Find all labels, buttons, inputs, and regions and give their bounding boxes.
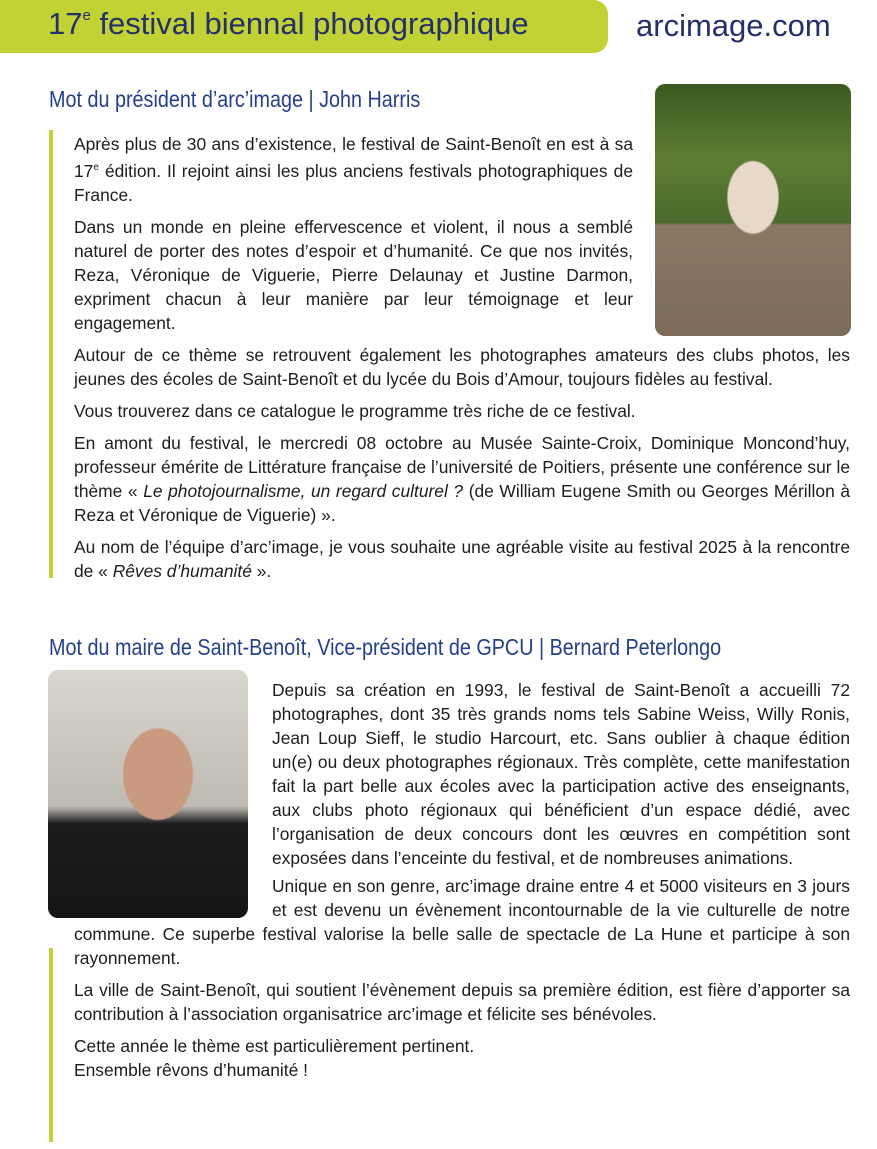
president-photo	[655, 84, 851, 336]
header-title	[48, 6, 529, 42]
section1-body	[74, 132, 850, 591]
text: Au nom de l’équipe d’arc’image, je vous souhaite une agréable visite au festival 2025 à la rencontre de «	[74, 536, 850, 581]
section1-paragraph: Dans un monde en pleine effervescence et violent, il nous a semblé naturel de porter des notes d’espoir et d’humanité. Ce que nos invités, Reza, Véronique de Viguerie, Pierre Delaunay et Justine Darmon, expriment chacun à leur manière par leur témoignage et leur engagement.	[74, 216, 633, 333]
section1-paragraph	[74, 431, 850, 527]
text: Après plus de 30 ans d’existence, le festival de Saint-Benoît en est à sa 17	[74, 134, 633, 181]
section2-paragraph	[74, 1034, 850, 1082]
section2-paragraph: Unique en son genre, arc’image draine entre 4 et 5000 visiteurs en 3 jours et est devenu un évènement incontournable de la vie culturelle de notre commune. Ce superbe festival valorise la belle salle de spectacle de La Hune et participe à son rayonnement.	[74, 876, 850, 968]
text: (de William Eugene Smith ou Georges Mérillon à Reza et Véronique de Viguerie) ».	[74, 480, 851, 525]
section2-body	[74, 678, 850, 1090]
section1-paragraph: Autour de ce thème se retrouvent également les photographes amateurs des clubs photos, les jeunes des écoles de Saint-Benoît et du lycée du Bois d’Amour, toujours fidèles au festival.	[74, 344, 850, 389]
section2-paragraph: Depuis sa création en 1993, le festival de Saint-Benoît a accueilli 72 photographes, dont 35 très grands noms tels Sabine Weiss, Willy Ronis, Jean Loup Sieff, le studio Harcourt, etc. Sans oublier à chaque édition un(e) ou deux photographes régionaux. Très complète, cette manifestation fait la part belle aux écoles avec la participation active des enseignants, aux clubs photo régionaux qui bénéficient d’un espace dédié, avec l’organisation de deux concours dont les œuvres en compétition sont exposées dans l’enceinte du festival, et de nombreuses animations.	[272, 680, 850, 868]
site-url[interactable]: arcimage.com	[636, 8, 831, 43]
italic-text: Le photojournalisme, un regard culturel ?	[143, 480, 464, 501]
sup: e	[93, 162, 99, 173]
text: En amont du festival, le mercredi 08 octobre au Musée Sainte-Croix, Dominique Moncond’huy, professeur émérite de Littérature française de l’université de Poitiers, présente une conférence sur le thème «	[74, 432, 850, 501]
section2-paragraph: La ville de Saint-Benoît, qui soutient l’évènement depuis sa première édition, est fière d’apporter sa contribution à l’association organisatrice arc’image et félicite ses bénévoles.	[74, 980, 850, 1024]
mayor-photo	[48, 670, 248, 918]
section2-heading: Mot du maire de Saint-Benoît, Vice-président de GPCU | Bernard Peterlongo	[49, 634, 722, 660]
title-number: 17	[48, 6, 83, 41]
text: ».	[251, 560, 272, 581]
text: Ensemble rêvons d’humanité !	[74, 1060, 308, 1080]
section1-paragraph	[74, 535, 850, 583]
title-sup: e	[82, 7, 91, 24]
text: édition. Il rejoint ainsi les plus anciens festivals photographiques de France.	[74, 160, 633, 205]
section2-accent-bar	[49, 948, 53, 1142]
section1-heading: Mot du président d’arc’image | John Harris	[49, 86, 421, 112]
section1-accent-bar	[49, 130, 53, 578]
header-banner	[0, 0, 608, 53]
italic-text: Rêves d’humanité	[112, 560, 252, 581]
title-rest: festival biennal photographique	[90, 6, 529, 41]
text: Cette année le thème est particulièrement pertinent.	[74, 1036, 475, 1056]
section1-paragraph: Vous trouverez dans ce catalogue le programme très riche de ce festival.	[74, 400, 636, 421]
